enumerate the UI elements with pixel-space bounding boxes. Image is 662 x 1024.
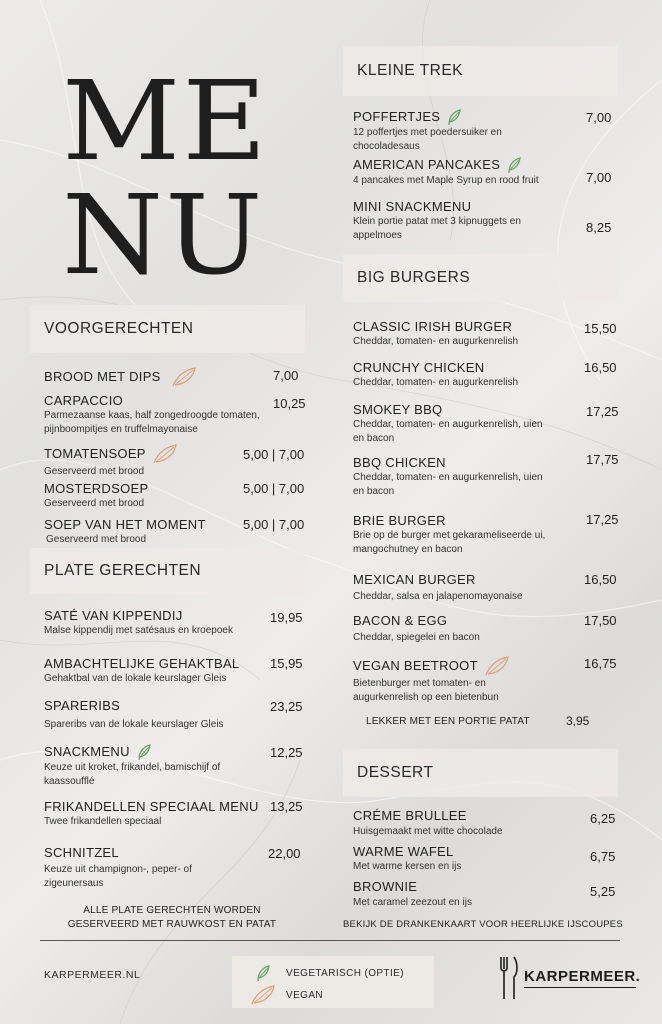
item-price: 15,95 [270,656,303,671]
item-price: 16,50 [584,360,617,375]
item-description: Gehaktbal van de lokale keurslager Gleis [44,673,227,684]
item-name: BBQ CHICKEN [353,455,446,470]
plate-gerechten-note: ALLE PLATE GERECHTEN WORDEN GESERVEERD MET RAUWKOST EN PATAT [67,905,277,930]
item-name: SATÉ VAN KIPPENDIJ [44,608,183,623]
item-description: Met caramel zeezout en ijs [353,897,472,908]
item-price: 5,00 | 7,00 [243,447,305,462]
item-description: Twee frikandellen speciaal [44,816,162,827]
vegan-leaf-icon [171,366,197,388]
list-item [44,481,148,511]
item-description: Keuze uit kroket, frikandel, bamischijf of kaassoufflé [44,762,221,788]
item-name: WARME WAFEL [353,844,454,859]
item-price: 22,00 [268,846,301,861]
item-description: Huisgemaakt met witte chocolade [353,826,503,837]
item-price: 5,25 [590,884,616,899]
list-item [353,879,472,910]
vegetarian-leaf-icon [254,964,272,982]
footer-divider [40,940,620,941]
item-price: 6,25 [590,811,616,826]
item-price: 16,50 [584,572,617,587]
legend-row-vegan [250,984,323,1006]
list-item [44,517,206,547]
logo-text: KARPERMEER. [524,968,641,985]
list-item [44,608,233,638]
item-description: Met warme kersen en ijs [353,861,462,872]
item-price: 7,00 [586,110,612,125]
item-description: Brie op de burger met gekarameliseerde ui, mangochutney en bacon [353,530,546,555]
item-name: SMOKEY BBQ [353,402,443,417]
item-name: CRUNCHY CHICKEN [353,360,485,375]
list-item [353,808,503,839]
menu-title-line-2: NU [62,171,265,299]
section-heading-plate-gerechten: PLATE GERECHTEN [30,548,305,594]
legend-label-vegetarian: VEGETARISCH (OPTIE) [286,967,404,979]
list-item [353,513,583,557]
karpermeer-logo [498,955,640,1001]
fork-knife-icon [498,955,520,1001]
item-price: 5,00 | 7,00 [243,481,305,496]
item-name: SPARERIBS [44,698,121,713]
list-item [353,572,523,604]
list-item [44,443,178,479]
item-description: Cheddar, salsa en jalapenomayonaise [353,591,523,602]
item-description: Cheddar, tomaten- en augurkenrelish, uien en bacon [353,419,543,444]
vegan-leaf-icon [250,984,276,1006]
item-price: 6,75 [590,849,616,864]
list-item [353,844,461,874]
item-name: MEXICAN BURGER [353,572,476,587]
section-heading-big-burgers: BIG BURGERS [343,254,618,302]
section-heading-dessert: DESSERT [343,749,618,797]
vegetarian-leaf-icon [446,108,462,126]
item-name: AMERICAN PANCAKES [353,157,501,173]
item-name: MINI SNACKMENU [353,199,472,214]
section-heading-kleine-trek: KLEINE TREK [343,46,618,96]
list-item [44,698,224,732]
item-price: 16,75 [584,656,617,671]
list-item [353,455,553,499]
item-name: BROWNIE [353,879,418,894]
item-name: TOMATENSOEP [44,446,146,462]
item-price: 17,50 [584,613,617,628]
item-description: Geserveerd met brood [44,498,145,509]
list-item [353,655,563,705]
item-price: 8,25 [586,220,612,235]
item-description: Geserveerd met brood [44,466,145,477]
list-item [44,393,284,437]
patat-extra-label: LEKKER MET EEN PORTIE PATAT [366,716,530,727]
item-name: BRIE BURGER [353,513,446,528]
item-price: 17,25 [586,512,619,527]
item-description: Malse kippendij met satésaus en kroepoek [44,625,233,636]
list-item [44,656,239,686]
section-heading-voorgerechten: VOORGERECHTEN [30,305,305,353]
item-name: MOSTERDSOEP [44,481,149,496]
vegan-leaf-icon [484,655,510,677]
list-item [353,108,553,154]
list-item [353,156,583,188]
item-name: SOEP VAN HET MOMENT [44,517,206,532]
list-item [44,366,197,388]
item-price: 10,25 [273,396,306,411]
item-name: BROOD MET DIPS [44,369,161,385]
item-description: Cheddar, tomaten- en augurkenrelish, uien en bacon [353,472,543,497]
item-description: Bietenburger met tomaten- en augurkenrelish op een bietenbun [353,678,499,703]
item-description: Cheddar, spiegelei en bacon [353,632,480,643]
item-name: POFFERTJES [353,109,441,125]
item-price: 17,75 [586,452,619,467]
item-name: SCHNITZEL [44,845,119,860]
item-price: 7,00 [586,170,612,185]
dietary-legend [232,956,434,1008]
item-name: CLASSIC IRISH BURGER [353,319,513,334]
item-description: Spareribs van de lokale keurslager Gleis [44,719,224,730]
item-price: 15,50 [584,321,617,336]
item-description: 12 poffertjes met poedersuiker en chocoladesaus [353,127,502,153]
list-item [44,845,244,891]
item-price: 17,25 [586,404,619,419]
list-item [353,613,480,645]
patat-extra-price: 3,95 [566,714,590,728]
vegetarian-leaf-icon [506,156,522,174]
list-item [353,199,553,243]
vegetarian-leaf-icon [136,743,152,761]
list-item [44,743,264,789]
item-name: FRIKANDELLEN SPECIAAL MENU [44,799,259,814]
item-price: 12,25 [270,745,303,760]
list-item [353,319,518,349]
item-description: Geserveerd met brood [46,534,147,545]
item-price: 7,00 [273,368,299,383]
item-name: CRÉME BRULLEE [353,808,467,823]
item-description: Cheddar, tomaten- en augurkenrelish [353,336,519,347]
item-name: SNACKMENU [44,744,130,760]
item-description: Parmezaanse kaas, half zongedroogde tomaten, pijnboompitjes en truffelmayonaise [44,410,260,435]
item-name: CARPACCIO [44,393,124,408]
item-price: 23,25 [270,699,303,714]
legend-label-vegan: VEGAN [286,989,324,1001]
item-price: 13,25 [270,799,303,814]
item-description: Cheddar, tomaten- en augurkenrelish [353,377,519,388]
website-url[interactable]: KARPERMEER.NL [44,969,141,981]
legend-row-vegetarian [254,964,404,982]
item-description: Klein portie patat met 3 kipnuggets en appelmoes [353,216,521,241]
item-name: BACON & EGG [353,613,448,628]
item-price: 5,00 | 7,00 [243,517,305,532]
dessert-note: BEKIJK DE DRANKENKAART VOOR HEERLIJKE IJSCOUPES [343,919,623,930]
list-item [353,402,553,446]
menu-title-line-1: ME [62,57,269,185]
item-name: VEGAN BEETROOT [353,658,478,674]
item-description: 4 pancakes met Maple Syrup en rood fruit [353,175,539,187]
list-item [353,360,518,390]
vegan-leaf-icon [152,443,178,465]
item-price: 19,95 [270,610,303,625]
item-description: Keuze uit champignon-, peper- of zigeunersaus [44,864,192,889]
list-item [44,799,259,829]
item-name: AMBACHTELIJKE GEHAKTBAL [44,656,240,671]
